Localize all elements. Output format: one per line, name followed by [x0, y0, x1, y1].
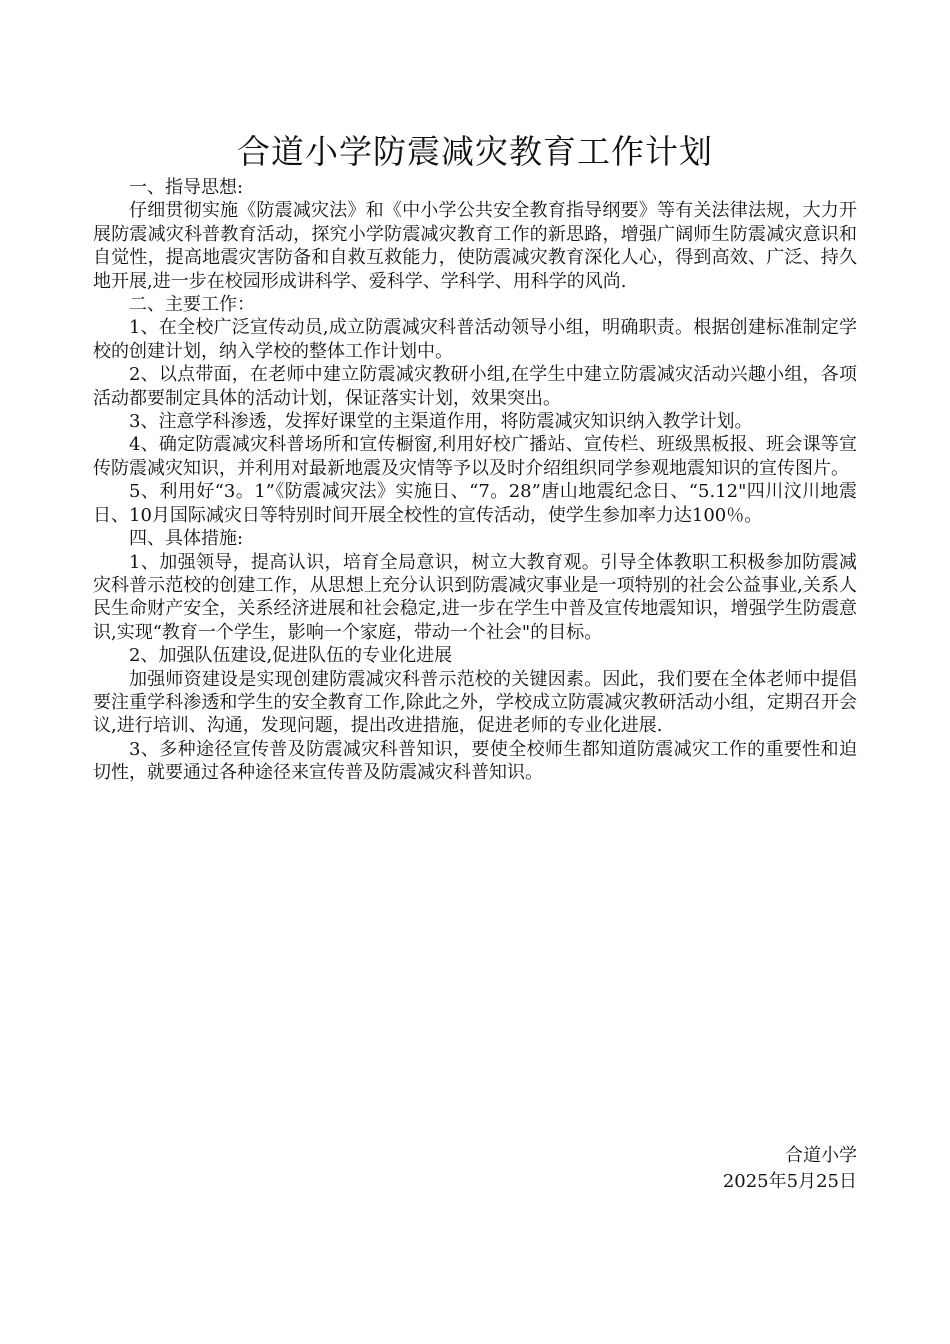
paragraph-work-4: 4、确定防震减灾科普场所和宣传橱窗,利用好校广播站、宣传栏、班级黑板报、班会课等宣传防震减灾知识，并利用对最新地震及灾情等予以及时介绍组织同学参观地震知识的宣传图片。: [93, 434, 857, 479]
signature-block: [723, 1143, 857, 1195]
signature-school: 合道小学: [785, 1145, 857, 1166]
paragraph-measure-1: 1、加强领导，提高认识，培育全局意识，树立大教育观。引导全体教职工积极参加防震减灾科普示范校的创建工作，从思想上充分认识到防震减灾事业是一项特别的社会公益事业,关系人民生命财产安全，关系经济进展和社会稳定,进一步在学生中普及宣传地震知识，增强学生防震意识,实现“教育一个学生，影响一个家庭，带动一个社会"的目标。: [93, 551, 857, 643]
heading-guiding-thought: 一、指导思想:: [129, 177, 244, 198]
paragraph-guiding-thought: 仔细贯彻实施《防震减灾法》和《中小学公共安全教育指导纲要》等有关法律法规，大力开展防震减灾科普教育活动，探究小学防震减灾教育工作的新思路，增强广阔师生防震减灾意识和自觉性，提高地震灾害防备和自救互救能力，使防震减灾教育深化人心，得到高效、广泛、持久地开展,进一步在校园形成讲科学、爱科学、学科学、用科学的风尚.: [93, 200, 857, 292]
paragraph-measure-3: 3、多种途径宣传普及防震减灾科普知识，要使全校师生都知道防震减灾工作的重要性和迫切性，就要通过各种途径来宣传普及防震减灾科普知识。: [93, 738, 857, 784]
heading-main-work: 二、主要工作：: [129, 294, 255, 316]
paragraph-measure-2-body: 加强师资建设是实现创建防震减灾科普示范校的关键因素。因此，我们要在全体老师中提倡要注重学科渗透和学生的安全教育工作,除此之外，学校成立防震减灾教研活动小组，定期召开会议,进行培训、沟通，发现问题，提出改进措施，促进老师的专业化进展.: [93, 668, 857, 737]
paragraph-work-2: 2、以点带面，在老师中建立防震减灾教研小组,在学生中建立防震减灾活动兴趣小组，各项活动都要制定具体的活动计划，保证落实计划，效果突出。: [93, 364, 857, 409]
paragraph-measure-2-heading: 2、加强队伍建设,促进队伍的专业化进展: [129, 645, 453, 667]
paragraph-work-5: 5、利用好“3。1”《防震减灾法》实施日、“7。28”唐山地震纪念日、“5.12"四川汶川地震日、10月国际减灾日等特别时间开展全校性的宣传活动，使学生参加率力达100％。: [93, 481, 857, 526]
heading-measures: 四、具体措施:: [129, 528, 244, 550]
document-body: [93, 130, 857, 785]
paragraph-work-1: 1、在全校广泛宣传动员,成立防震减灾科普活动领导小组，明确职责。根据创建标准制定学校的创建计划，纳入学校的整体工作计划中。: [93, 317, 857, 362]
paragraph-work-3: 3、注意学科渗透，发挥好课堂的主渠道作用，将防震减灾知识纳入教学计划。: [129, 411, 753, 433]
signature-date: 2025年5月25日: [722, 1171, 857, 1192]
document-title: 合道小学防震减灾教育工作计划: [237, 132, 713, 171]
